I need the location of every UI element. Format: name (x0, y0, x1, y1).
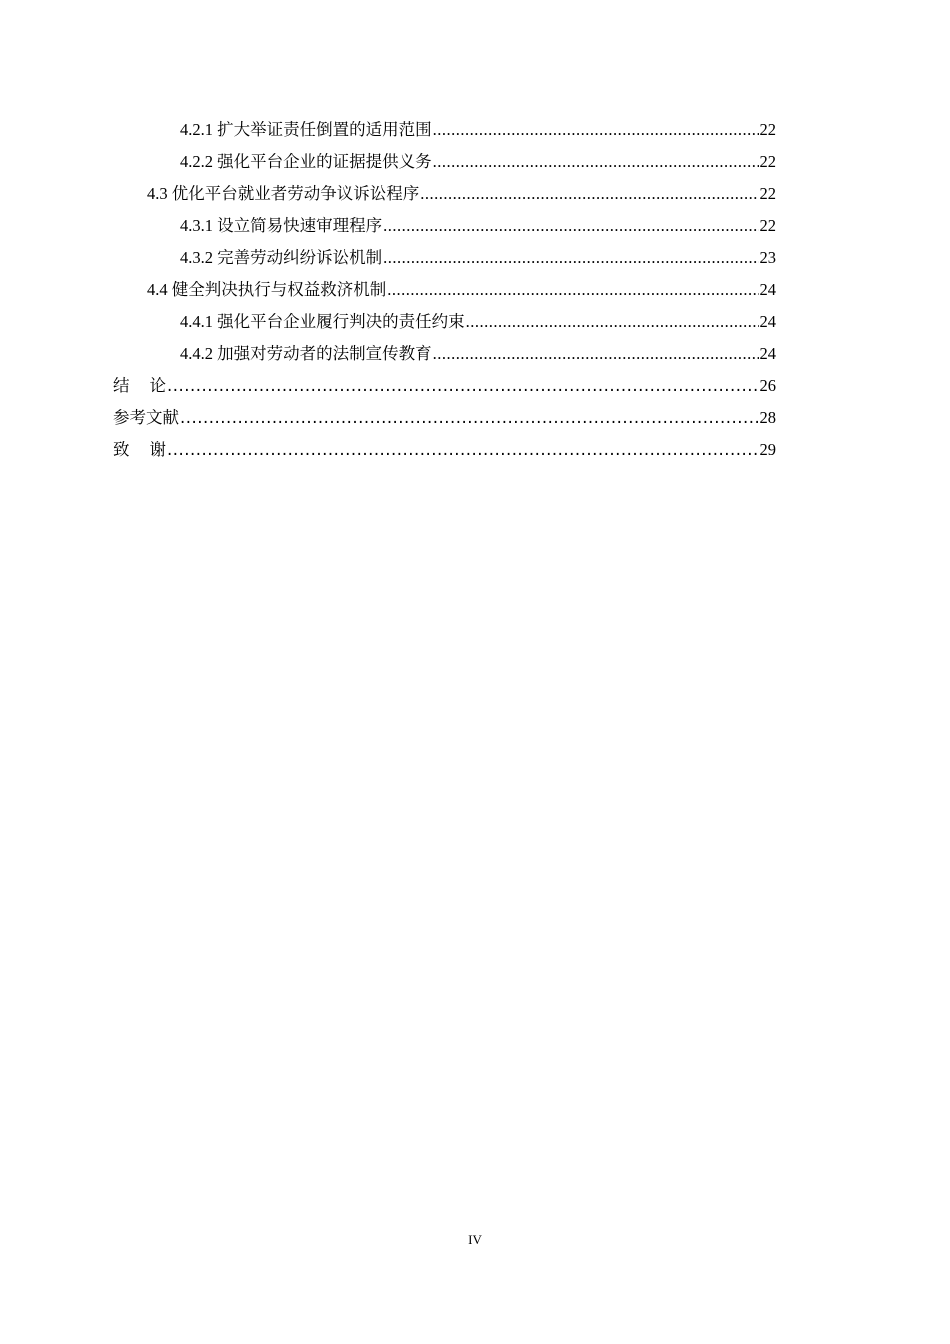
toc-entry-page: 24 (759, 312, 776, 331)
toc-entry-number: 4.3.1 (180, 216, 213, 235)
toc-entry[interactable] (180, 150, 776, 174)
toc-leader-dots (167, 374, 759, 398)
toc-entry-title: 完善劳动纠纷诉讼机制 (217, 248, 383, 267)
toc-entry[interactable] (180, 214, 776, 238)
toc-leader-dots (180, 406, 759, 430)
toc-entry-title: 扩大举证责任倒置的适用范围 (217, 120, 432, 139)
toc-entry-title: 强化平台企业的证据提供义务 (217, 152, 432, 171)
toc-leader-dots (420, 182, 758, 206)
toc-entry-number: 4.4.2 (180, 344, 213, 363)
toc-entry[interactable] (180, 246, 776, 270)
toc-entry-page: 22 (759, 184, 776, 203)
toc-entry-page: 22 (759, 120, 776, 139)
toc-entry-title: 优化平台就业者劳动争议诉讼程序 (171, 184, 420, 203)
toc-entry-page: 23 (759, 248, 776, 267)
toc-entry[interactable] (180, 118, 776, 142)
toc-entry-title: 结论 (113, 376, 186, 395)
toc-entry-number: 4.3.2 (180, 248, 213, 267)
toc-entry-page: 26 (759, 376, 776, 395)
toc-leader-dots (433, 342, 759, 366)
toc-entry-number: 4.2.1 (180, 120, 213, 139)
toc-entry-number: 4.3 (147, 184, 168, 203)
toc-leader-dots (387, 278, 758, 302)
toc-entry-title: 设立简易快速审理程序 (217, 216, 383, 235)
toc-entry-page: 24 (759, 344, 776, 363)
toc-entry-page: 22 (759, 216, 776, 235)
toc-entry[interactable] (147, 278, 776, 302)
toc-entry[interactable] (180, 342, 776, 366)
toc-entry[interactable] (180, 310, 776, 334)
toc-leader-dots (433, 118, 759, 142)
toc-entry-page: 28 (759, 408, 776, 427)
toc-entry-acknowledgements[interactable] (113, 438, 776, 462)
toc-entry-number: 4.4 (147, 280, 168, 299)
toc-entry-title: 健全判决执行与权益救济机制 (171, 280, 387, 299)
toc-entry-number: 4.2.2 (180, 152, 213, 171)
toc-entry[interactable] (147, 182, 776, 206)
toc-entry-title: 加强对劳动者的法制宣传教育 (217, 344, 432, 363)
toc-entry-page: 29 (759, 440, 776, 459)
toc-entry-page: 24 (759, 280, 776, 299)
toc-entry-title: 强化平台企业履行判决的责任约束 (217, 312, 465, 331)
toc-entry-title: 参考文献 (113, 408, 179, 427)
toc-leader-dots (433, 150, 759, 174)
page-number: IV (468, 1232, 482, 1247)
toc-entry-title: 致谢 (113, 440, 186, 459)
toc-entry-conclusion[interactable] (113, 374, 776, 398)
toc-entry-page: 22 (759, 152, 776, 171)
toc-entry-references[interactable] (113, 406, 776, 430)
toc-entry-number: 4.4.1 (180, 312, 213, 331)
toc-leader-dots (383, 214, 758, 238)
toc-leader-dots (466, 310, 759, 334)
toc-leader-dots (167, 438, 759, 462)
toc-leader-dots (383, 246, 758, 270)
